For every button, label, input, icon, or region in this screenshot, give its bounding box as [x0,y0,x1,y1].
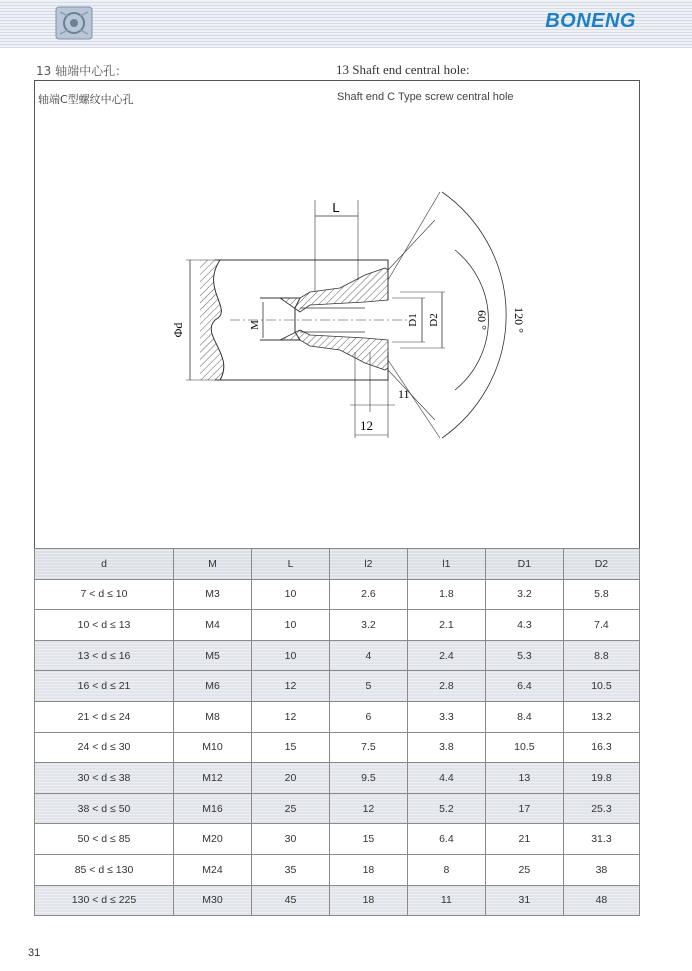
table-cell: 20 [252,763,330,794]
label-60deg: 60 ° [475,310,489,330]
table-cell: 7 < d ≤ 10 [35,579,174,610]
table-cell: 85 < d ≤ 130 [35,854,174,885]
table-header-cell: d [35,549,174,580]
label-d1: D1 [407,313,419,327]
table-cell: 8 [407,854,485,885]
spec-table [34,548,640,916]
label-m: M [249,320,261,330]
table-cell: 25.3 [563,793,639,824]
table-cell: 10 [252,610,330,641]
table-cell: 48 [563,885,639,916]
table-cell: 21 < d ≤ 24 [35,701,174,732]
table-cell: M4 [173,610,251,641]
table-cell: M16 [173,793,251,824]
table-cell: 2.6 [329,579,407,610]
table-cell: 38 < d ≤ 50 [35,793,174,824]
table-cell: 10.5 [485,732,563,763]
table-cell: M3 [173,579,251,610]
label-120deg: 120 ° [512,307,526,333]
table-cell: 25 [252,793,330,824]
table-row [35,763,640,794]
table-cell: 9.5 [329,763,407,794]
table-cell: 15 [329,824,407,855]
gear-cube-logo-icon [52,4,98,42]
table-cell: 45 [252,885,330,916]
table-cell: 2.1 [407,610,485,641]
table-cell: 3.8 [407,732,485,763]
table-header-row [35,549,640,580]
table-cell: 11 [407,885,485,916]
page-number: 31 [28,947,41,959]
table-cell: M8 [173,701,251,732]
table-cell: 7.4 [563,610,639,641]
table-cell: 130 < d ≤ 225 [35,885,174,916]
table-cell: 50 < d ≤ 85 [35,824,174,855]
label-phid: Φd [171,322,185,338]
table-cell: 31 [485,885,563,916]
table-cell: 1.8 [407,579,485,610]
table-row [35,610,640,641]
table-cell: 4.4 [407,763,485,794]
subtitle-cn: 轴端C型螺纹中心孔 [38,93,134,106]
table-cell: M5 [173,640,251,671]
subtitle-en: Shaft end C Type screw central hole [337,91,514,103]
table-cell: 10 [252,640,330,671]
table-cell: 8.8 [563,640,639,671]
table-header-cell: D1 [485,549,563,580]
table-header-cell: M [173,549,251,580]
table-cell: 19.8 [563,763,639,794]
table-cell: 12 [252,671,330,702]
table-cell: 12 [329,793,407,824]
table-cell: 4 [329,640,407,671]
table-cell: 12 [252,701,330,732]
table-cell: 35 [252,854,330,885]
table-header-cell: l1 [407,549,485,580]
table-cell: 2.8 [407,671,485,702]
label-d2: D2 [428,313,440,327]
table-cell: M20 [173,824,251,855]
section-title-cn: 13 轴端中心孔： [36,64,128,78]
label-l: L [332,200,340,215]
table-row [35,640,640,671]
brand-logo-text: BONENG [545,10,636,32]
table-row [35,671,640,702]
table-header-cell: D2 [563,549,639,580]
table-cell: 13 < d ≤ 16 [35,640,174,671]
table-row [35,854,640,885]
table-cell: 6 [329,701,407,732]
table-cell: 10.5 [563,671,639,702]
table-cell: 10 [252,579,330,610]
table-cell: 18 [329,854,407,885]
table-cell: 38 [563,854,639,885]
table-cell: 16 < d ≤ 21 [35,671,174,702]
table-row [35,579,640,610]
table-cell: 24 < d ≤ 30 [35,732,174,763]
table-cell: 17 [485,793,563,824]
table-row [35,701,640,732]
table-cell: 5 [329,671,407,702]
table-cell: 18 [329,885,407,916]
hatched-section [200,260,224,380]
table-cell: 3.2 [485,579,563,610]
table-cell: 5.8 [563,579,639,610]
table-cell: 2.4 [407,640,485,671]
table-cell: 31.3 [563,824,639,855]
table-cell: 13 [485,763,563,794]
table-cell: 10 < d ≤ 13 [35,610,174,641]
table-cell: 30 [252,824,330,855]
hole-hatch-bottom [280,330,388,370]
table-cell: 4.3 [485,610,563,641]
table-cell: 3.2 [329,610,407,641]
table-cell: 8.4 [485,701,563,732]
table-cell: 5.3 [485,640,563,671]
table-cell: M10 [173,732,251,763]
table-cell: 6.4 [407,824,485,855]
table-cell: 15 [252,732,330,763]
table-cell: 16.3 [563,732,639,763]
table-row [35,824,640,855]
label-l1: 11 [398,387,410,401]
table-cell: 7.5 [329,732,407,763]
table-cell: 21 [485,824,563,855]
table-cell: M6 [173,671,251,702]
table-cell: M12 [173,763,251,794]
table-cell: 25 [485,854,563,885]
label-l2: 12 [360,418,373,433]
table-body [35,579,640,916]
table-cell: 6.4 [485,671,563,702]
table-header-cell: L [252,549,330,580]
central-hole-drawing [160,180,540,465]
table-cell: 5.2 [407,793,485,824]
table-cell: 30 < d ≤ 38 [35,763,174,794]
table-row [35,793,640,824]
table-cell: 13.2 [563,701,639,732]
section-title-en: 13 Shaft end central hole: [336,62,470,77]
table-cell: 3.3 [407,701,485,732]
table-row [35,885,640,916]
table-header-cell: l2 [329,549,407,580]
table-row [35,732,640,763]
table-cell: M24 [173,854,251,885]
table-cell: M30 [173,885,251,916]
